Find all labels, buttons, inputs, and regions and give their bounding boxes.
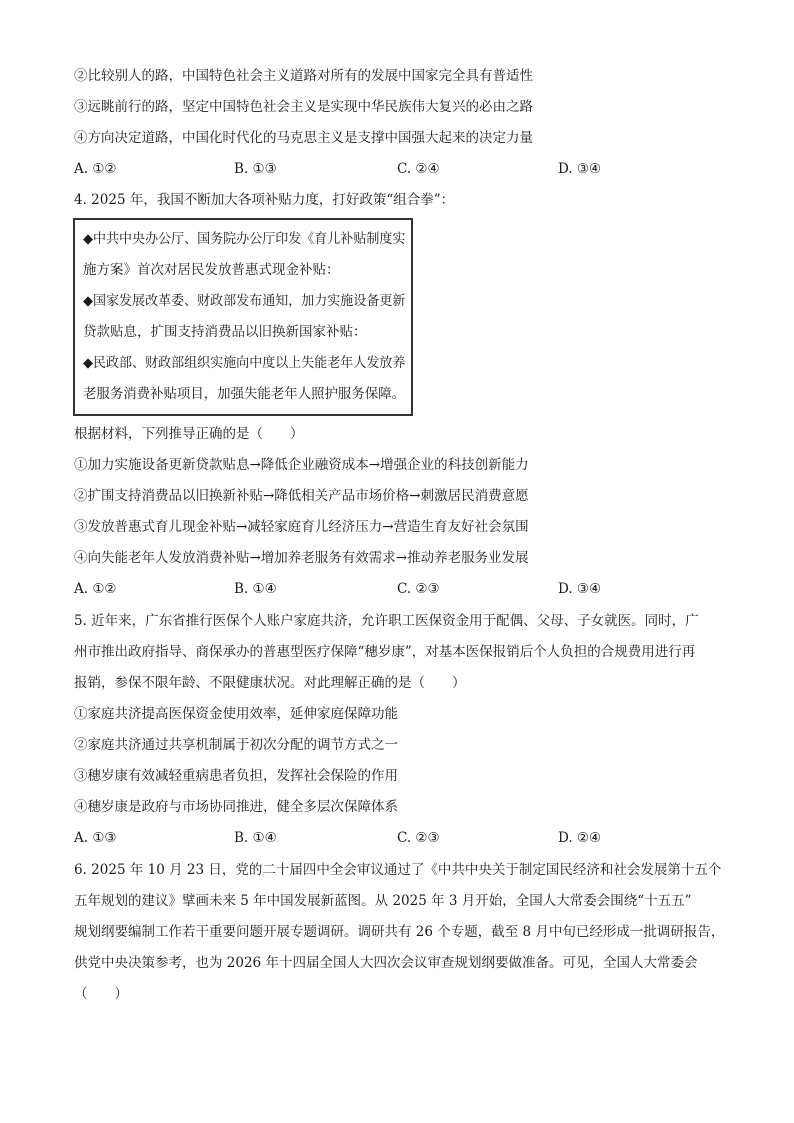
q5-options xyxy=(74,829,734,847)
q3-item-2: ②比较别人的路，中国特色社会主义道路对所有的发展中国家完全具有普适性 xyxy=(74,68,533,84)
q4-item-1: ①加力实施设备更新贷款贴息→降低企业融资成本→增强企业的科技创新能力 xyxy=(74,457,529,473)
q3-option-a[interactable]: A. ①② xyxy=(74,161,117,177)
q6-answer-blank: （ ） xyxy=(74,986,128,1002)
q5-stem-line: 州市推出政府指导、商保承办的普惠型医疗保障“穗岁康”，对基本医保报销后个人负担的合规费用进行再 xyxy=(74,644,696,660)
q3-options xyxy=(74,160,734,178)
q4-option-d[interactable]: D. ③④ xyxy=(558,581,602,597)
q3-item-4: ④方向决定道路，中国化时代化的马克思主义是支撑中国强大起来的决定力量 xyxy=(74,130,533,146)
q5-option-b[interactable]: B. ①④ xyxy=(234,830,277,846)
q6-stem-line: 6. 2025 年 10 月 23 日，党的二十届四中全会审议通过了《中共中央关于制定国民经济和社会发展第十五个 xyxy=(74,862,722,878)
q4-box-line: ◆国家发展改革委、财政部发布通知，加力实施设备更新 xyxy=(83,293,406,309)
q5-stem-line: 报销，参保不限年龄、不限健康状况。对此理解正确的是（ ） xyxy=(74,675,466,691)
q4-box-line: 老服务消费补贴项目，加强失能老年人照护服务保障。 xyxy=(83,386,405,402)
q4-option-b[interactable]: B. ①④ xyxy=(234,581,277,597)
q5-option-c[interactable]: C. ②③ xyxy=(397,830,440,846)
q5-stem-line: 5. 近年来，广东省推行医保个人账户家庭共济，允许职工医保资金用于配偶、父母、子女就医。同时，广 xyxy=(74,613,699,629)
q4-box-line: ◆中共中央办公厅、国务院办公厅印发《育儿补贴制度实 xyxy=(83,231,406,247)
q6-stem-line: 供党中央决策参考，也为 2026 年十四届全国人大四次会议审查规划纲要做准备。可见，全国人大常委会 xyxy=(74,955,698,971)
q6-stem-line: 五年规划的建议》擘画未来 5 年中国发展新蓝图。从 2025 年 3 月开始，全国人大常委会围绕“十五五” xyxy=(74,893,692,909)
q3-option-c[interactable]: C. ②④ xyxy=(397,161,440,177)
q4-box-line: 施方案》首次对居民发放普惠式现金补贴： xyxy=(83,262,340,278)
q5-item-3: ③穗岁康有效减轻重病患者负担，发挥社会保险的作用 xyxy=(74,768,398,784)
q4-option-a[interactable]: A. ①② xyxy=(74,581,117,597)
q4-options xyxy=(74,580,734,598)
q4-question: 根据材料，下列推导正确的是（ ） xyxy=(74,426,304,442)
q5-item-1: ①家庭共济提高医保资金使用效率，延伸家庭保障功能 xyxy=(74,706,398,722)
q4-option-c[interactable]: C. ②③ xyxy=(397,581,440,597)
q4-item-2: ②扩围支持消费品以旧换新补贴→降低相关产品市场价格→刺激居民消费意愿 xyxy=(74,488,529,504)
q3-option-d[interactable]: D. ③④ xyxy=(558,161,602,177)
q5-item-2: ②家庭共济通过共享机制属于初次分配的调节方式之一 xyxy=(74,737,398,753)
q4-material-box xyxy=(73,218,413,416)
q4-item-3: ③发放普惠式育儿现金补贴→减轻家庭育儿经济压力→营造生育友好社会氛围 xyxy=(74,519,529,535)
q4-box-line: 贷款贴息，扩围支持消费品以旧换新国家补贴： xyxy=(83,324,367,340)
q4-box-line: ◆民政部、财政部组织实施向中度以上失能老年人发放养 xyxy=(83,355,406,371)
q3-option-b[interactable]: B. ①③ xyxy=(234,161,277,177)
q6-stem-line: 规划纲要编制工作若干重要问题开展专题调研。调研共有 26 个专题，截至 8 月中旬已经形成一批调研报告， xyxy=(74,924,725,940)
q4-stem: 4. 2025 年，我国不断加大各项补贴力度，打好政策“组合拳”： xyxy=(74,192,455,208)
q4-item-4: ④向失能老年人发放消费补贴→增加养老服务有效需求→推动养老服务业发展 xyxy=(74,550,529,566)
q5-option-a[interactable]: A. ①③ xyxy=(74,830,117,846)
q5-item-4: ④穗岁康是政府与市场协同推进，健全多层次保障体系 xyxy=(74,799,398,815)
q5-option-d[interactable]: D. ②④ xyxy=(558,830,602,846)
q3-item-3: ③远眺前行的路，坚定中国特色社会主义是实现中华民族伟大复兴的必由之路 xyxy=(74,99,533,115)
